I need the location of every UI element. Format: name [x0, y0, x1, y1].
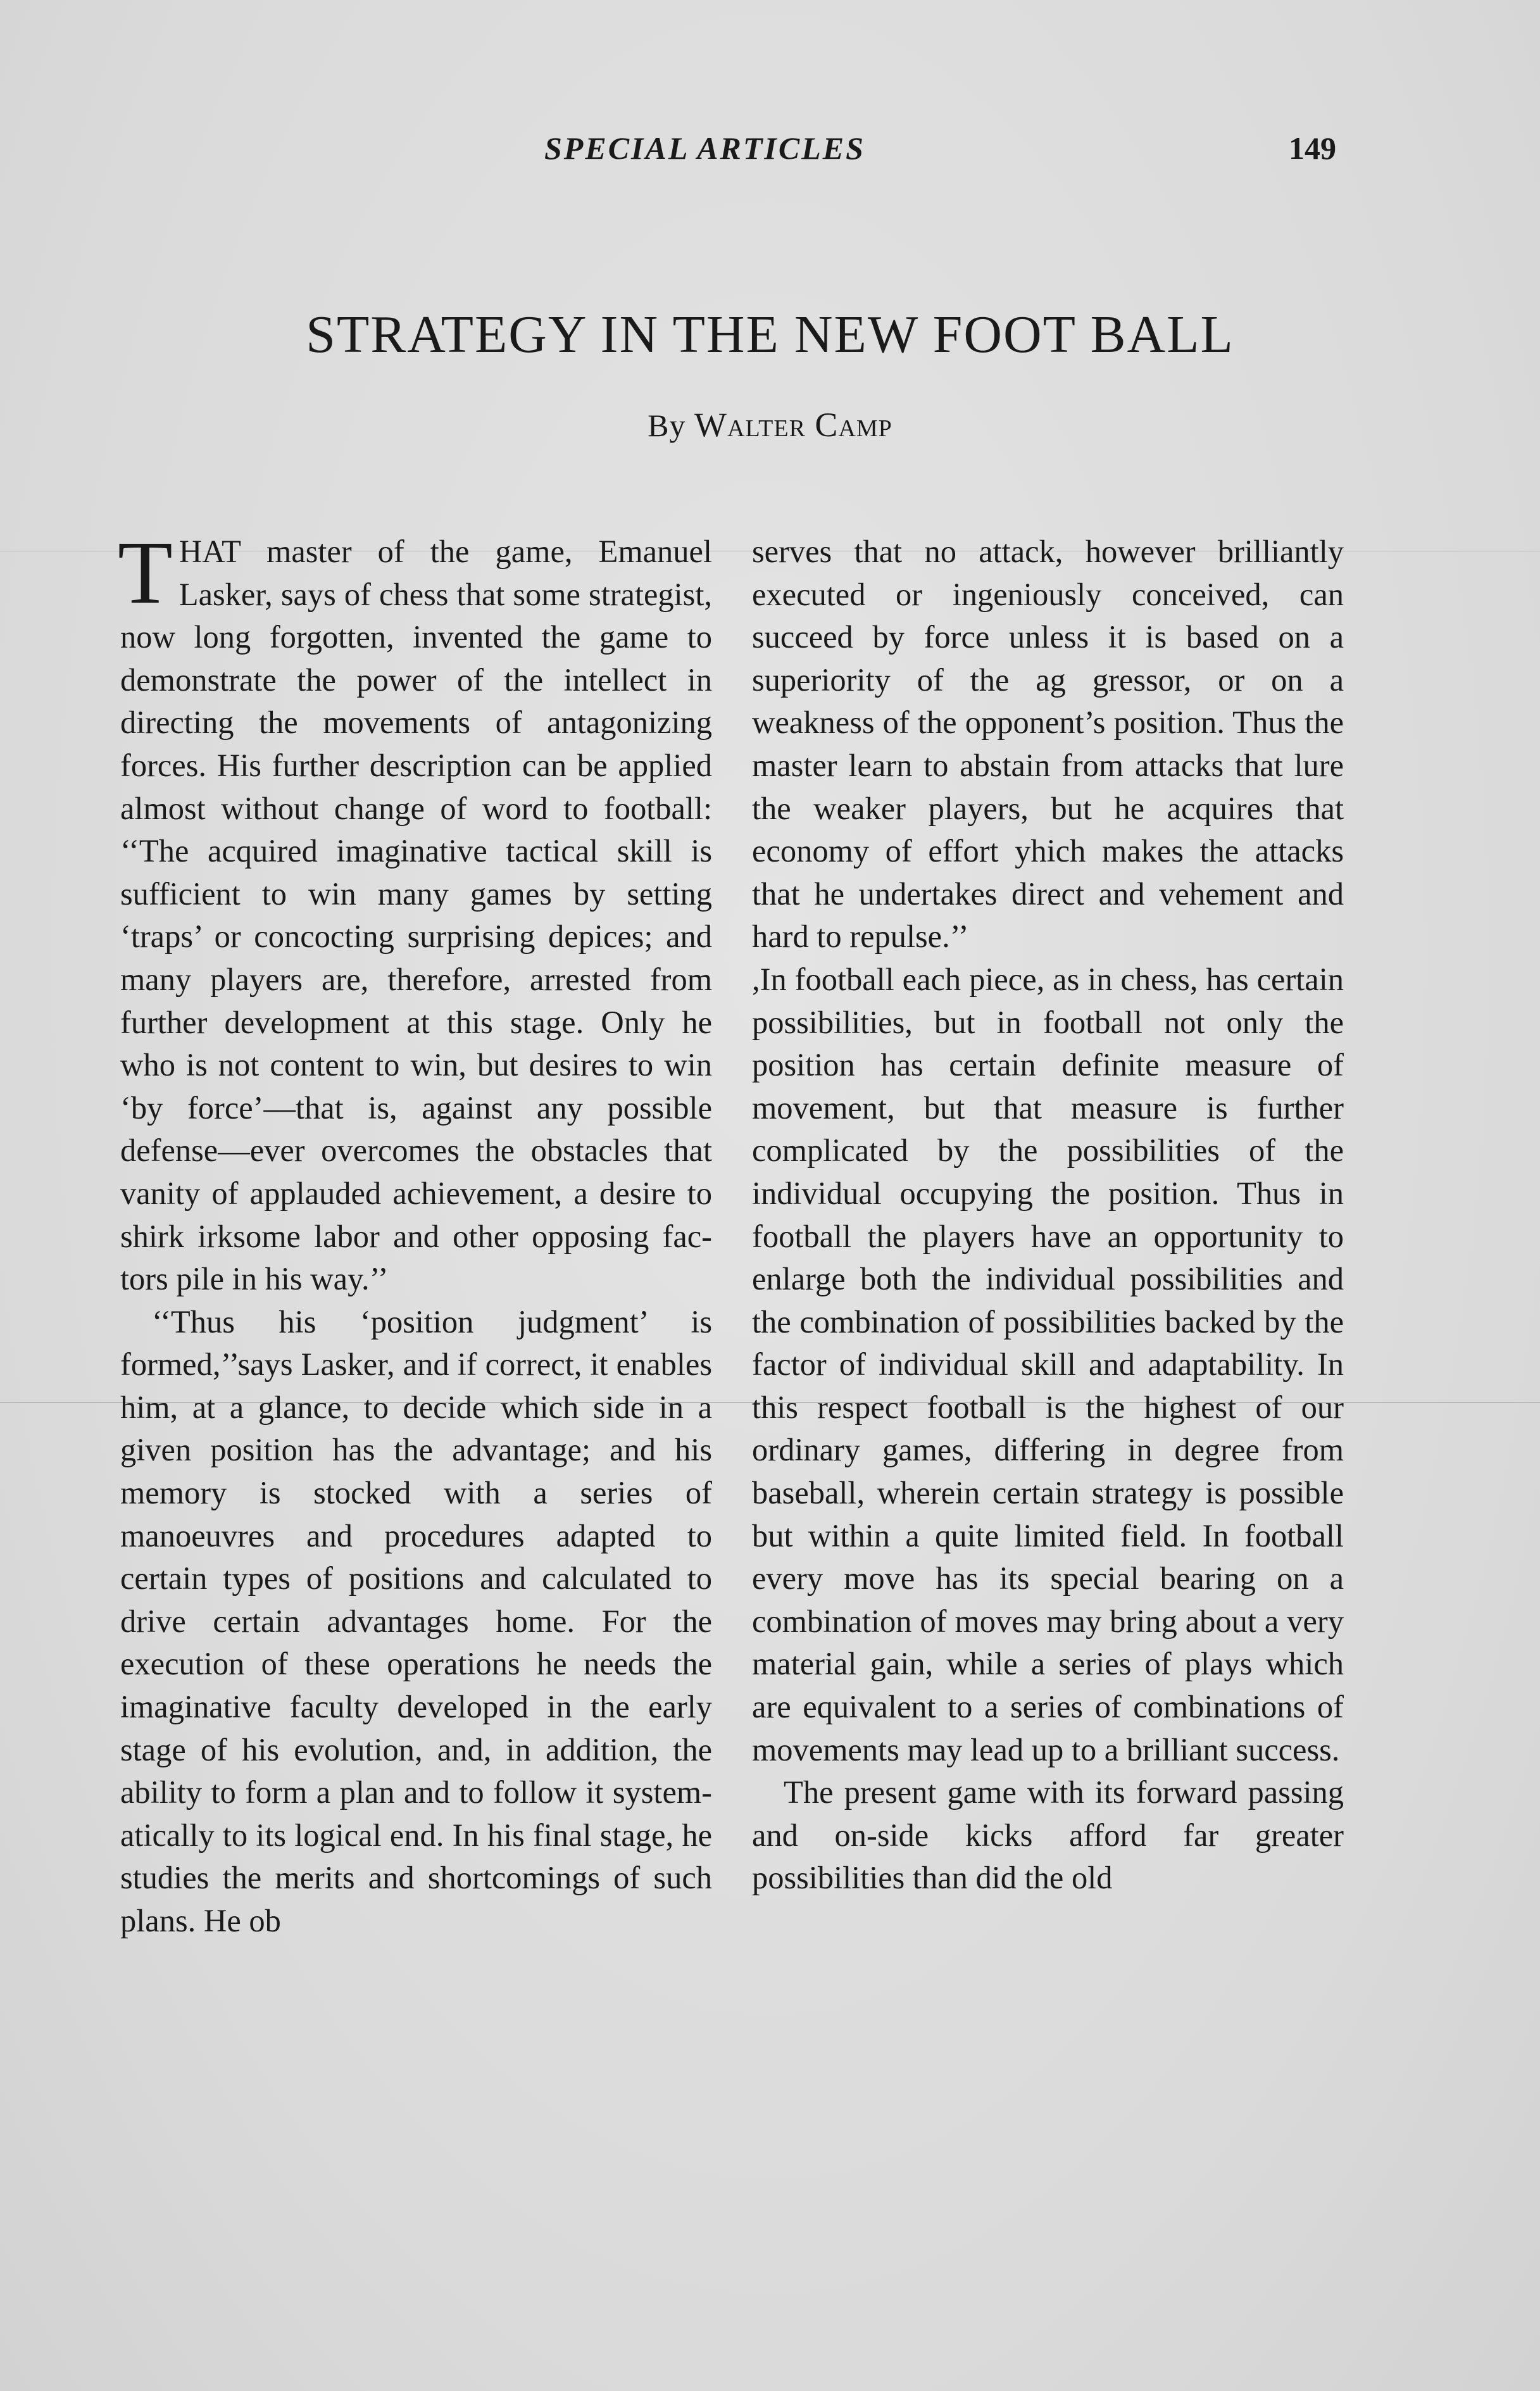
- byline: [0, 405, 1540, 444]
- author-name: Walter Camp: [694, 406, 892, 444]
- paragraph-continuation: serves that no attack, however brilliantly executed or ingeniously conceived, can succeed by force unless it is based on a superiority of the ag gressor, or on a weakness of the opponent’s position. Thus the master learn to abstain from attacks that lure the weaker players, but he acquires that economy of effort yhich makes the attacks that he undertakes direct and vehement and hard to repulse.’’: [752, 534, 1344, 955]
- section-name: SPECIAL ARTICLES: [544, 130, 865, 166]
- paragraph-present-game: The present game with its forward passing and on-side kicks afford far greater possibilities than did the old: [752, 1774, 1344, 1896]
- left-column: [118, 522, 712, 1943]
- running-head: [0, 130, 1540, 174]
- byline-prefix: By: [648, 408, 695, 443]
- paragraph-position-judgment: ‘‘Thus his ‘position judgment’ is formed,’’says Lasker, and if correct, it enables him, at a glance, to decide which side in a given position has the advantage; and his memory is stocked with a series of manoeuvres and procedures adapted to certain types of positions and calculated to drive certain advantages home. For the execution of these operations he needs the imaginative faculty developed in the early stage of his evolution, and, in addition, the ability to form a plan and to follow it systematically to its logical end. In his final stage, he studies the merits and shortcomings of such plans. He ob: [120, 1303, 712, 1938]
- right-column: [752, 530, 1344, 1900]
- article-title: STRATEGY IN THE NEW FOOT BALL: [306, 305, 1234, 364]
- paragraph-football-pieces: ,In football each piece, as in chess, has certain possibilities, but in football not only the position has certain definite measure of movement, but that measure is further complicated by the possibilities of the individual occupying the position. Thus in football the players have an opportunity to enlarge both the individual possibilities and the combination of possibilities backed by the factor of individual skill and adaptability. In this respect football is the highest of our ordinary games, differing in degree from baseball, wherein certain strategy is possible but within a quite limited field. In football every move has its special bearing on a combination of moves may bring about a very material gain, while a series of plays which are equivalent to a series of combinations of movements may lead up to a brilliant success.: [752, 961, 1344, 1767]
- paragraph-opening: [118, 522, 712, 1301]
- page-number: 149: [1289, 130, 1336, 166]
- drop-cap: T: [118, 522, 173, 622]
- paragraph-opening-text: HAT master of the game, Emanuel Lasker, says of chess that some strategist, now long forgotten, invented the game to demonstrate the power of the intellect in directing the movements of antagonizing forces. His further description can be applied almost without change of word to football: ‘‘The acquired imaginative tactical skill is sufficient to win many games by setting ‘traps’ or concocting surprising depices; and many players are, therefore, arrested from further development at this stage. Only he who is not content to win, but desires to win ‘by force’—that is, against any possible defense—ever overcomes the obstacles that vanity of applauded achievement, a desire to shirk irksome labor and other opposing factors pile in his way.’’: [120, 534, 712, 1297]
